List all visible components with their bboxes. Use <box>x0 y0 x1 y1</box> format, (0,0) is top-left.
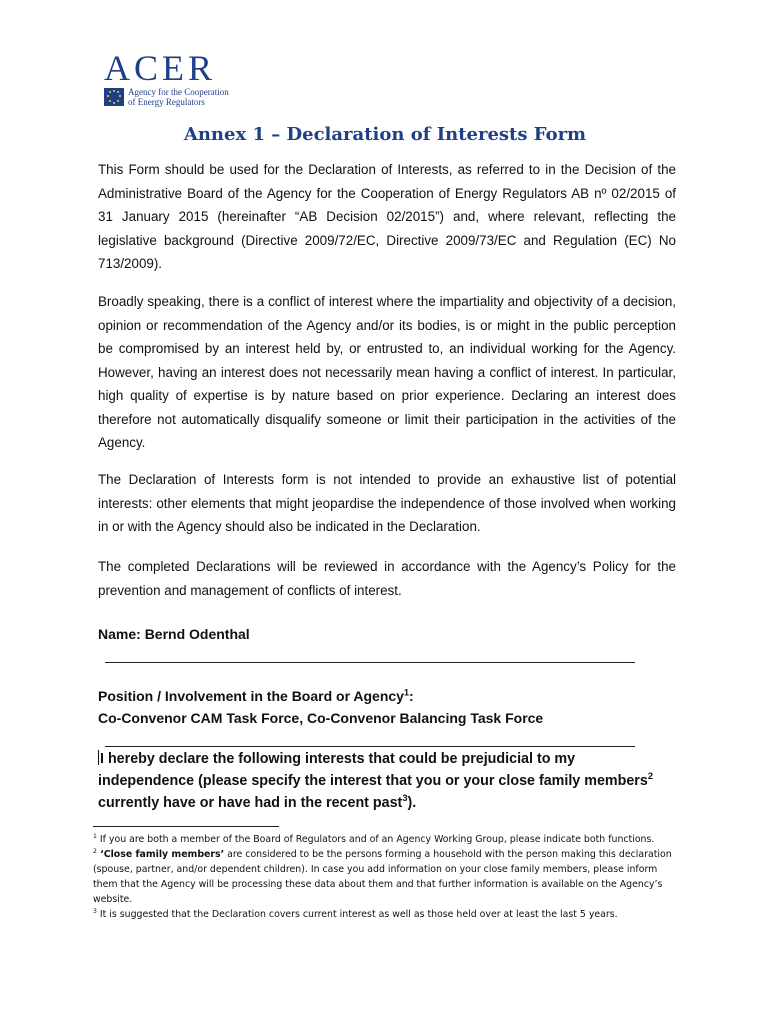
eu-flag-icon <box>104 88 124 106</box>
page-title: Annex 1 – Declaration of Interests Form <box>183 124 587 145</box>
footnote-ref-2[interactable]: 2 <box>647 771 653 782</box>
scope-paragraph: The Declaration of Interests form is not intended to provide an exhaustive list of potential interests: other elements that might jeopardise the independence of those involved when working in or with the Agency should also be indicated in the Declaration. <box>98 472 676 534</box>
acer-logo <box>104 48 244 107</box>
footnote-3: $^3$ It is suggested that the Declaration covers current interest as well as those held over at least the last 5 years. <box>93 907 618 920</box>
name-value[interactable]: Bernd Odenthal <box>144 626 250 642</box>
position-value[interactable]: Co-Convenor CAM Task Force, Co-Convenor Balancing Task Force <box>98 710 544 726</box>
logo-subtitle: Agency for the Cooperation of Energy Regulators <box>128 87 229 107</box>
intro-paragraph: This Form should be used for the Declaration of Interests, as referred to in the Decision of the Administrative Board of the Agency for the Cooperation of Energy Regulators AB nº 02/2015 of 31 January 2015 (hereinafter “AB Decision 02/2015”) and, where relevant, reflecting the legislative background (Directive 2009/72/EC, Directive 2009/73/EC and Regulation (EC) No 713/2009). <box>98 162 676 271</box>
logo-wordmark: ACER <box>104 48 217 88</box>
footnote-ref-1[interactable]: 1 <box>403 687 410 698</box>
footnote-2: $^2$ ‘Close family members’ are considered to be the persons forming a household with the person making this declaration (spouse, partner, and/or dependent children). In case you add information on your close family members, please inform them that the Agency will be processing these data about them and that further information is available on the Agency’s website. <box>93 847 672 905</box>
footnote-1: $^1$ If you are both a member of the Board of Regulators and of an Agency Working Group, please indicate both functions. <box>93 832 655 845</box>
text-cursor <box>98 750 99 765</box>
review-paragraph: The completed Declarations will be reviewed in accordance with the Agency’s Policy for the prevention and management of conflicts of interest. <box>98 559 676 598</box>
name-label: Name: <box>98 626 141 642</box>
position-label-line: Position / Involvement in the Board or Agency$^1$: <box>98 687 414 704</box>
footnote-separator <box>93 826 279 827</box>
name-field <box>98 626 250 642</box>
position-underline <box>105 746 635 747</box>
position-label: Position / Involvement in the Board or Agency <box>98 688 404 704</box>
conflict-paragraph: Broadly speaking, there is a conflict of interest where the impartiality and objectivity of a decision, opinion or recommendation of the Agency and/or its bodies, is or might in the public perception be compromised by an interest held by, or entrusted to, an individual working for the Agency. However, having an interest does not necessarily mean having a conflict of interest. In particular, high quality of expertise is by nature based on prior experience. Declaring an interest does therefore not automatically disqualify someone or limit their participation in the activities of the Agency. <box>98 294 676 450</box>
name-underline <box>105 662 635 663</box>
declaration-statement: I hereby declare the following interests that could be prejudicial to my independence (please specify the interest that you or your close family members$^2$ currently have or have had in the recent past$^3$). <box>98 751 653 811</box>
footnote-ref-3[interactable]: 3 <box>402 793 408 804</box>
footnotes <box>93 832 683 922</box>
